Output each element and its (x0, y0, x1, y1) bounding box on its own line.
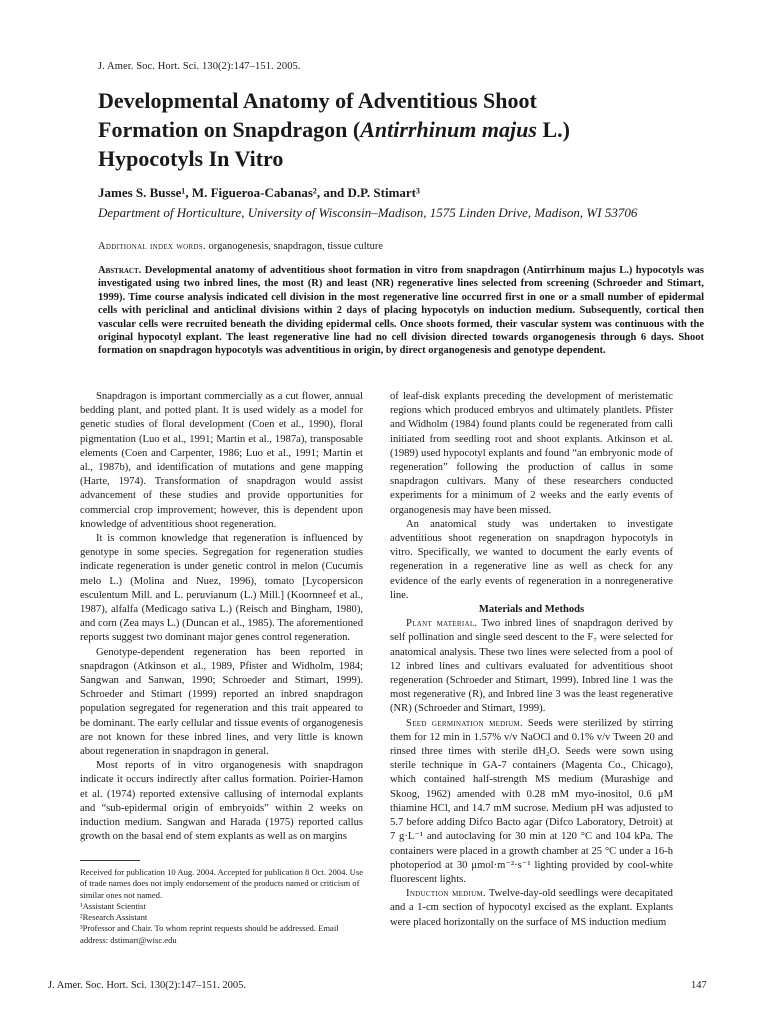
title-line-1: Developmental Anatomy of Adventitious Shoot (98, 88, 537, 113)
intro-paragraph-6: An anatomical study was undertaken to investigate adventitious shoot regeneration on snapdragon hypocotyls in vitro. Specifically, we wanted to document the early events of regeneration in a regenerative line as well as check for any evidence of the early events of regeneration in a nonregenerative line. (390, 518, 673, 601)
author-list: James S. Busse¹, M. Figueroa-Cabanas², and D.P. Stimart³ (98, 185, 420, 200)
intro-paragraph-3: Genotype-dependent regeneration has been reported in snapdragon (Atkinson et al., 1989, Pfister and Widholm, 1984; Sangwan and Sanwan, 1990; Schroeder and Stimart, 1999). Schroeder and Stimart (1999) reported an inbred snapdragon population segregated for regeneration and this trait appeared to be dominant. The early cellular and tissue events of organogenesis are not known for these inbred lines, and very little is known about regeneration in snapdragon in general. (80, 646, 363, 758)
abstract-text: Developmental anatomy of adventitious shoot formation in vitro from snapdragon (Antirrhinum majus L.) hypocotyls was investigated using two inbred lines, the most (R) and least (NR) regenerative lines selected from screening (Schroeder and Stimart, 1999). Time course analysis indicated cell division in the most regenerative line occurred first in one or a small number of epidermal cells with periclinal and anticlinal divisions within 2 days of placing hypocotyls on induction medium. Subsequently, cortical then vascular cells were recruited beneath the dividing epidermal cells. Once shoots formed, their vascular system was continuous with the original hypocotyl explant. The least regenerative line had no cell division directed towards organogenesis through 6 days. Shoot formation on snapdragon hypocotyls was adventitious in origin, by direct organogenesis and genotype dependent. (98, 265, 704, 357)
article-title (98, 86, 708, 173)
induction-medium-text: Twelve-day-old seedlings were decapitated and a 1-cm section of hypocotyl excised as the explant. Explants were placed horizontally on the surface of MS induction medium (390, 888, 673, 928)
seed-germination-text: Seeds were sterilized by stirring them for 12 min in 1.57% v/v NaOCl and 0.1% v/v Tween 20 and rinsed three times with sterile dH₂O. Seeds were sown using sterile technique in GA-7 containers (Magenta Co., Chicago), which contained half-strength MS medium (Murashige and Skoog, 1962) amended with 0.28 mM myo-inositol, 0.6 μM thiamine HCl, and 14.7 mM sucrose. Medium pH was adjusted to 5.7 before adding Difco Bacto agar (Difco Laboratory, Detroit) at 7 g·L⁻¹ and autoclaving for 30 min at 120 °C and 104 kPa. The containers were placed in a growth chamber at 25 °C under a 16-h photoperiod at 30 μmol·m⁻²·s⁻¹ lighting provided by cool-white fluorescent lights. (390, 717, 674, 885)
abstract (98, 264, 704, 358)
methods-induction-medium (390, 887, 673, 930)
methods-plant-material (390, 617, 673, 716)
seed-germination-label: Seed germination medium. (406, 717, 523, 729)
title-line-2-prefix: Formation on Snapdragon ( (98, 117, 361, 142)
footnote-3: ³Professor and Chair. To whom reprint requests should be addressed. Email address: dstimart@wisc.edu (80, 923, 339, 945)
footnote-divider (80, 860, 140, 861)
plant-material-text: Two inbred lines of snapdragon derived by self pollination and single seed descent to the F₇ were selected for anatomical analysis. These two lines were selected from a pool of 12 inbred lines and cultivars evaluated for adventitious shoot regeneration (Schroeder and Stimart, 1999). Inbred line 1 was the most regenerative (R), and Inbred line 3 was the least regenerative (NR) (Schroeder and Stimart, 1999). (390, 618, 673, 715)
title-line-3: Hypocotyls In Vitro (98, 146, 284, 171)
abstract-label: Abstract. (98, 265, 142, 276)
footnote-2: ²Research Assistant (80, 912, 148, 923)
journal-citation-header: J. Amer. Soc. Hort. Sci. 130(2):147–151. 2005. (98, 61, 301, 72)
intro-paragraph-4: Most reports of in vitro organogenesis with snapdragon indicate it occurs indirectly after callus formation. Poirier-Hamon et al. (1974) reported extensive callusing of internodal explants and “sub-epidermal origin of embryoids” within 2 weeks on induction medium. Sangwan and Harada (1975) reported callus growth on the basal end of stem explants as well as on margins (80, 760, 363, 843)
affiliation: Department of Horticulture, University of Wisconsin–Madison, 1575 Linden Drive, Madison, WI 53706 (98, 205, 638, 220)
section-heading-methods: Materials and Methods (478, 604, 585, 616)
intro-paragraph-1: Snapdragon is important commercially as a cut flower, annual bedding plant, and potted plant. It is used widely as a model for genetic studies of floral development (Coen et al., 1990), floral pigmentation (Luo et al., 1991; Martin et al., 1987a), transposable elements (Coen and Carpenter, 1986; Luo et al., 1991; Martin et al., 1987b), and identification of mutations and gene mapping (Harte, 1974). Transformation of snapdragon would assist advancement of these studies and provide opportunities for commercial crop improvement; however, this is dependent upon knowledge of adventitious shoot regeneration. (80, 391, 363, 530)
keywords-text: organogenesis, snapdragon, tissue culture (205, 241, 384, 252)
body-column-right (390, 390, 673, 930)
footnotes (80, 867, 366, 946)
keywords-label: Additional index words. (98, 241, 206, 252)
induction-medium-label: Induction medium. (406, 888, 486, 900)
title-species-name: Antirrhinum majus (360, 117, 537, 142)
keywords (98, 241, 698, 252)
footnote-received: Received for publication 10 Aug. 2004. Accepted for publication 8 Oct. 2004. Use of trade names does not imply endorsement of the products named or criticism of similar ones not named. (80, 867, 364, 900)
intro-paragraph-5: of leaf-disk explants preceding the development of meristematic regions which produced embryos and ultimately plantlets. Pfister and Widholm (1984) found plants could be regenerated from calli initiated from seedling root and shoot explants. Atkinson et al. (1989) used hypocotyl explants and found “an embryonic mode of regeneration” following the production of callus in some snapdragon cultivars. Many of these researchers conducted experiments for a minimum of 2 weeks and the early events of organogenesis may have been missed. (390, 391, 673, 516)
body-column-left (80, 390, 363, 845)
footer-citation: J. Amer. Soc. Hort. Sci. 130(2):147–151. 2005. (48, 980, 247, 991)
methods-seed-germination (390, 717, 673, 887)
intro-paragraph-2: It is common knowledge that regeneration is influenced by genotype in some species. Segregation for regeneration studies indicate regeneration is under genetic control in melon (Cucumis melo L.) (Molina and Nuez, 1996), tomato [Lycopersicon esculentum Mill. and L. peruvianum (L.) Mill.] (Koornneef et al., 1987), alfalfa (Medicago sativa L.) (Reisch and Bingham, 1980), and corn (Zea mays L.) (Duncan et al., 1985). The aforementioned reports suggest two dominant major genes control regeneration. (80, 533, 363, 644)
title-line-2-suffix: L.) (536, 117, 570, 142)
page-number: 147 (691, 980, 707, 991)
plant-material-label: Plant material. (406, 618, 478, 630)
footnote-1: ¹Assistant Scientist (80, 900, 146, 911)
